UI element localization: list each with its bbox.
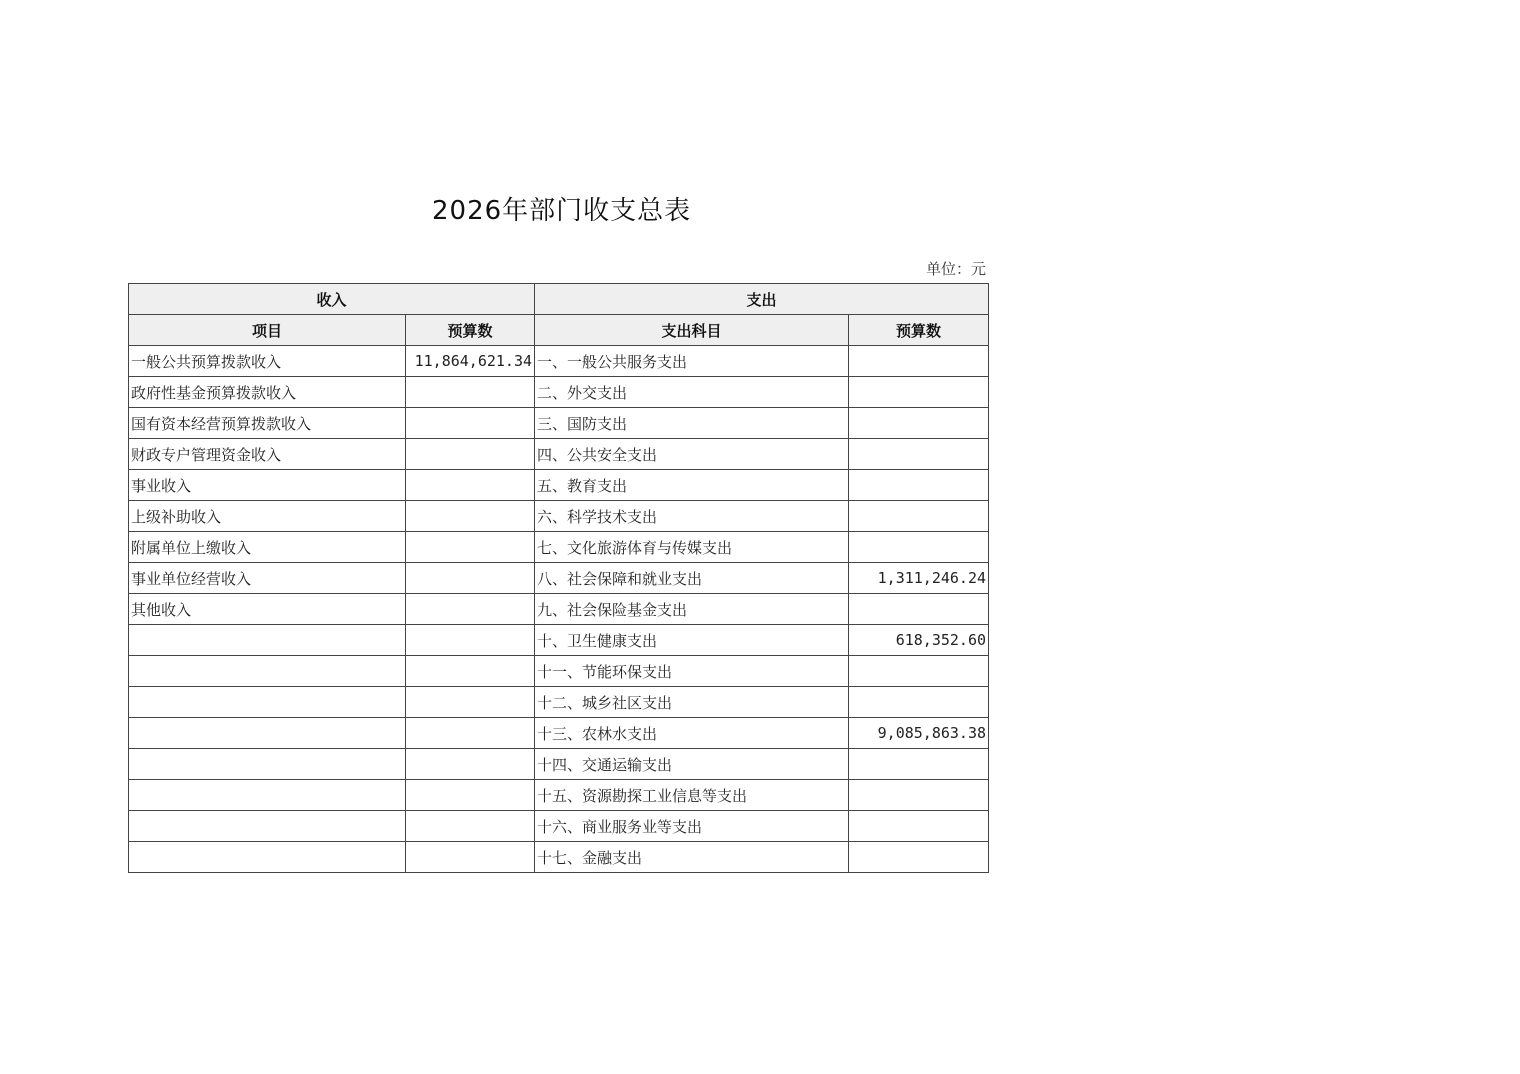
income-item-cell: 上级补助收入 (129, 501, 406, 532)
income-amount-cell (406, 501, 535, 532)
table-row (129, 377, 989, 408)
table-body (129, 346, 989, 873)
income-item-cell (129, 656, 406, 687)
income-amount-header: 预算数 (406, 315, 535, 346)
expense-amount-header: 预算数 (849, 315, 989, 346)
expense-item-cell: 三、国防支出 (535, 408, 849, 439)
expense-amount-cell (849, 439, 989, 470)
expense-item-cell: 二、外交支出 (535, 377, 849, 408)
expense-amount-cell (849, 656, 989, 687)
table-column-header-row (129, 315, 989, 346)
income-item-cell (129, 718, 406, 749)
expense-item-header: 支出科目 (535, 315, 849, 346)
expense-item-cell: 十七、金融支出 (535, 842, 849, 873)
expense-amount-cell (849, 811, 989, 842)
income-item-cell: 财政专户管理资金收入 (129, 439, 406, 470)
expense-item-cell: 五、教育支出 (535, 470, 849, 501)
expense-amount-cell (849, 377, 989, 408)
expense-amount-cell (849, 842, 989, 873)
expense-item-cell: 四、公共安全支出 (535, 439, 849, 470)
income-amount-cell: 11,864,621.34 (406, 346, 535, 377)
income-amount-cell (406, 656, 535, 687)
income-amount-cell (406, 470, 535, 501)
expense-amount-cell (849, 532, 989, 563)
income-item-cell: 国有资本经营预算拨款收入 (129, 408, 406, 439)
table-row (129, 625, 989, 656)
income-amount-cell (406, 439, 535, 470)
income-item-cell: 事业收入 (129, 470, 406, 501)
table-row (129, 470, 989, 501)
expense-amount-cell (849, 594, 989, 625)
expense-group-header: 支出 (535, 284, 989, 315)
income-item-cell: 政府性基金预算拨款收入 (129, 377, 406, 408)
expense-item-cell: 八、社会保障和就业支出 (535, 563, 849, 594)
expense-amount-cell (849, 408, 989, 439)
table-row (129, 656, 989, 687)
table-row (129, 811, 989, 842)
expense-amount-cell (849, 470, 989, 501)
expense-amount-cell (849, 346, 989, 377)
income-item-cell (129, 749, 406, 780)
table-row (129, 532, 989, 563)
income-item-cell (129, 780, 406, 811)
page-title: 2026年部门收支总表 (432, 196, 692, 226)
income-item-cell (129, 842, 406, 873)
expense-amount-cell (849, 749, 989, 780)
income-item-header: 项目 (129, 315, 406, 346)
budget-summary-table (128, 283, 989, 873)
income-item-cell: 其他收入 (129, 594, 406, 625)
expense-amount-cell: 618,352.60 (849, 625, 989, 656)
income-amount-cell (406, 563, 535, 594)
table-row (129, 408, 989, 439)
expense-amount-cell: 1,311,246.24 (849, 563, 989, 594)
income-amount-cell (406, 842, 535, 873)
table-group-header-row (129, 284, 989, 315)
unit-label: 单位：元 (925, 260, 986, 278)
table-row (129, 346, 989, 377)
table-row (129, 749, 989, 780)
income-amount-cell (406, 625, 535, 656)
expense-item-cell: 十六、商业服务业等支出 (535, 811, 849, 842)
expense-item-cell: 十三、农林水支出 (535, 718, 849, 749)
expense-item-cell: 十一、节能环保支出 (535, 656, 849, 687)
expense-item-cell: 一、一般公共服务支出 (535, 346, 849, 377)
income-amount-cell (406, 718, 535, 749)
expense-amount-cell: 9,085,863.38 (849, 718, 989, 749)
income-amount-cell (406, 408, 535, 439)
table-row (129, 842, 989, 873)
expense-item-cell: 十二、城乡社区支出 (535, 687, 849, 718)
income-amount-cell (406, 532, 535, 563)
expense-item-cell: 九、社会保险基金支出 (535, 594, 849, 625)
expense-item-cell: 六、科学技术支出 (535, 501, 849, 532)
expense-item-cell: 十四、交通运输支出 (535, 749, 849, 780)
table-row (129, 687, 989, 718)
expense-amount-cell (849, 687, 989, 718)
income-group-header: 收入 (129, 284, 535, 315)
income-item-cell (129, 687, 406, 718)
income-amount-cell (406, 780, 535, 811)
income-item-cell: 一般公共预算拨款收入 (129, 346, 406, 377)
income-item-cell (129, 811, 406, 842)
table-row (129, 563, 989, 594)
income-item-cell: 附属单位上缴收入 (129, 532, 406, 563)
expense-item-cell: 十五、资源勘探工业信息等支出 (535, 780, 849, 811)
income-amount-cell (406, 687, 535, 718)
income-item-cell (129, 625, 406, 656)
table-row (129, 780, 989, 811)
table-row (129, 594, 989, 625)
income-amount-cell (406, 594, 535, 625)
expense-item-cell: 七、文化旅游体育与传媒支出 (535, 532, 849, 563)
income-amount-cell (406, 749, 535, 780)
expense-item-cell: 十、卫生健康支出 (535, 625, 849, 656)
expense-amount-cell (849, 501, 989, 532)
income-amount-cell (406, 811, 535, 842)
income-amount-cell (406, 377, 535, 408)
table-row (129, 439, 989, 470)
expense-amount-cell (849, 780, 989, 811)
income-item-cell: 事业单位经营收入 (129, 563, 406, 594)
table-row (129, 718, 989, 749)
table-row (129, 501, 989, 532)
